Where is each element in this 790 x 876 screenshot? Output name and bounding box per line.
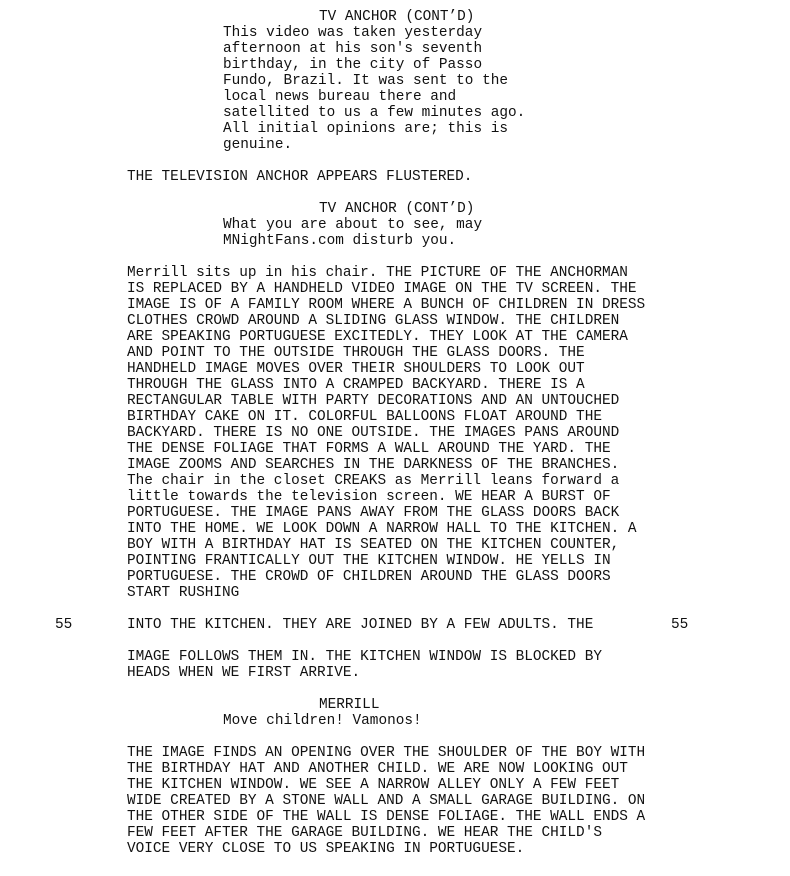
dialogue-line: satellited to us a few minutes ago. <box>223 105 526 121</box>
action-line: IMAGE FOLLOWS THEM IN. THE KITCHEN WINDOW IS BLOCKED BY <box>127 649 602 665</box>
dialogue-line: This video was taken yesterday <box>223 25 483 41</box>
action-line: THE BIRTHDAY HAT AND ANOTHER CHILD. WE ARE NOW LOOKING OUT <box>127 761 628 777</box>
dialogue-line: birthday, in the city of Passo <box>223 57 483 73</box>
action-line: CLOTHES CROWD AROUND A SLIDING GLASS WINDOW. THE CHILDREN <box>127 313 620 329</box>
character-cue: TV ANCHOR (CONT’D) <box>319 201 475 217</box>
action-line: THE DENSE FOLIAGE THAT FORMS A WALL AROUND THE YARD. THE <box>127 441 611 457</box>
action-line: THE KITCHEN WINDOW. WE SEE A NARROW ALLEY ONLY A FEW FEET <box>127 777 620 793</box>
action-line: PORTUGUESE. THE CROWD OF CHILDREN AROUND THE GLASS DOORS <box>127 569 611 585</box>
action-line: FEW FEET AFTER THE GARAGE BUILDING. WE HEAR THE CHILD'S <box>127 825 602 841</box>
action-line: BOY WITH A BIRTHDAY HAT IS SEATED ON THE KITCHEN COUNTER, <box>127 537 620 553</box>
action-line: IMAGE IS OF A FAMILY ROOM WHERE A BUNCH OF CHILDREN IN DRESS <box>127 297 646 313</box>
dialogue-line: afternoon at his son's seventh <box>223 41 483 57</box>
action-line: INTO THE HOME. WE LOOK DOWN A NARROW HALL TO THE KITCHEN. A <box>127 521 637 537</box>
scene-number-left: 55 <box>55 617 73 633</box>
action-line: BIRTHDAY CAKE ON IT. COLORFUL BALLOONS FLOAT AROUND THE <box>127 409 602 425</box>
action-line: IS REPLACED BY A HANDHELD VIDEO IMAGE ON THE TV SCREEN. THE <box>127 281 637 297</box>
dialogue-line: genuine. <box>223 137 293 153</box>
action-line: POINTING FRANTICALLY OUT THE KITCHEN WINDOW. HE YELLS IN <box>127 553 611 569</box>
action-line: The chair in the closet CREAKS as Merrill leans forward a <box>127 473 620 489</box>
action-line: Merrill sits up in his chair. THE PICTURE OF THE ANCHORMAN <box>127 265 628 281</box>
action-line: HANDHELD IMAGE MOVES OVER THEIR SHOULDERS TO LOOK OUT <box>127 361 585 377</box>
action-line: HEADS WHEN WE FIRST ARRIVE. <box>127 665 361 681</box>
action-line: VOICE VERY CLOSE TO US SPEAKING IN PORTUGUESE. <box>127 841 525 857</box>
action-line: THROUGH THE GLASS INTO A CRAMPED BACKYARD. THERE IS A <box>127 377 585 393</box>
action-line: INTO THE KITCHEN. THEY ARE JOINED BY A FEW ADULTS. THE <box>127 617 594 633</box>
dialogue-line: MNightFans.com disturb you. <box>223 233 457 249</box>
action-line: ARE SPEAKING PORTUGUESE EXCITEDLY. THEY LOOK AT THE CAMERA <box>127 329 628 345</box>
action-line: BACKYARD. THERE IS NO ONE OUTSIDE. THE IMAGES PANS AROUND <box>127 425 620 441</box>
action-line: THE OTHER SIDE OF THE WALL IS DENSE FOLIAGE. THE WALL ENDS A <box>127 809 646 825</box>
action-line: RECTANGULAR TABLE WITH PARTY DECORATIONS AND AN UNTOUCHED <box>127 393 620 409</box>
dialogue-line: Move children! Vamonos! <box>223 713 422 729</box>
character-cue: TV ANCHOR (CONT’D) <box>319 9 475 25</box>
action-line: PORTUGUESE. THE IMAGE PANS AWAY FROM THE GLASS DOORS BACK <box>127 505 620 521</box>
action-line: THE IMAGE FINDS AN OPENING OVER THE SHOULDER OF THE BOY WITH <box>127 745 646 761</box>
character-cue: MERRILL <box>319 697 380 713</box>
dialogue-line: local news bureau there and <box>223 89 457 105</box>
action-line: AND POINT TO THE OUTSIDE THROUGH THE GLASS DOORS. THE <box>127 345 585 361</box>
action-line: THE TELEVISION ANCHOR APPEARS FLUSTERED. <box>127 169 473 185</box>
dialogue-line: Fundo, Brazil. It was sent to the <box>223 73 508 89</box>
action-line: WIDE CREATED BY A STONE WALL AND A SMALL GARAGE BUILDING. ON <box>127 793 646 809</box>
action-line: IMAGE ZOOMS AND SEARCHES IN THE DARKNESS OF THE BRANCHES. <box>127 457 620 473</box>
dialogue-line: What you are about to see, may <box>223 217 483 233</box>
dialogue-line: All initial opinions are; this is <box>223 121 508 137</box>
action-line: little towards the television screen. WE HEAR A BURST OF <box>127 489 611 505</box>
action-line: START RUSHING <box>127 585 240 601</box>
scene-number-right: 55 <box>671 617 689 633</box>
